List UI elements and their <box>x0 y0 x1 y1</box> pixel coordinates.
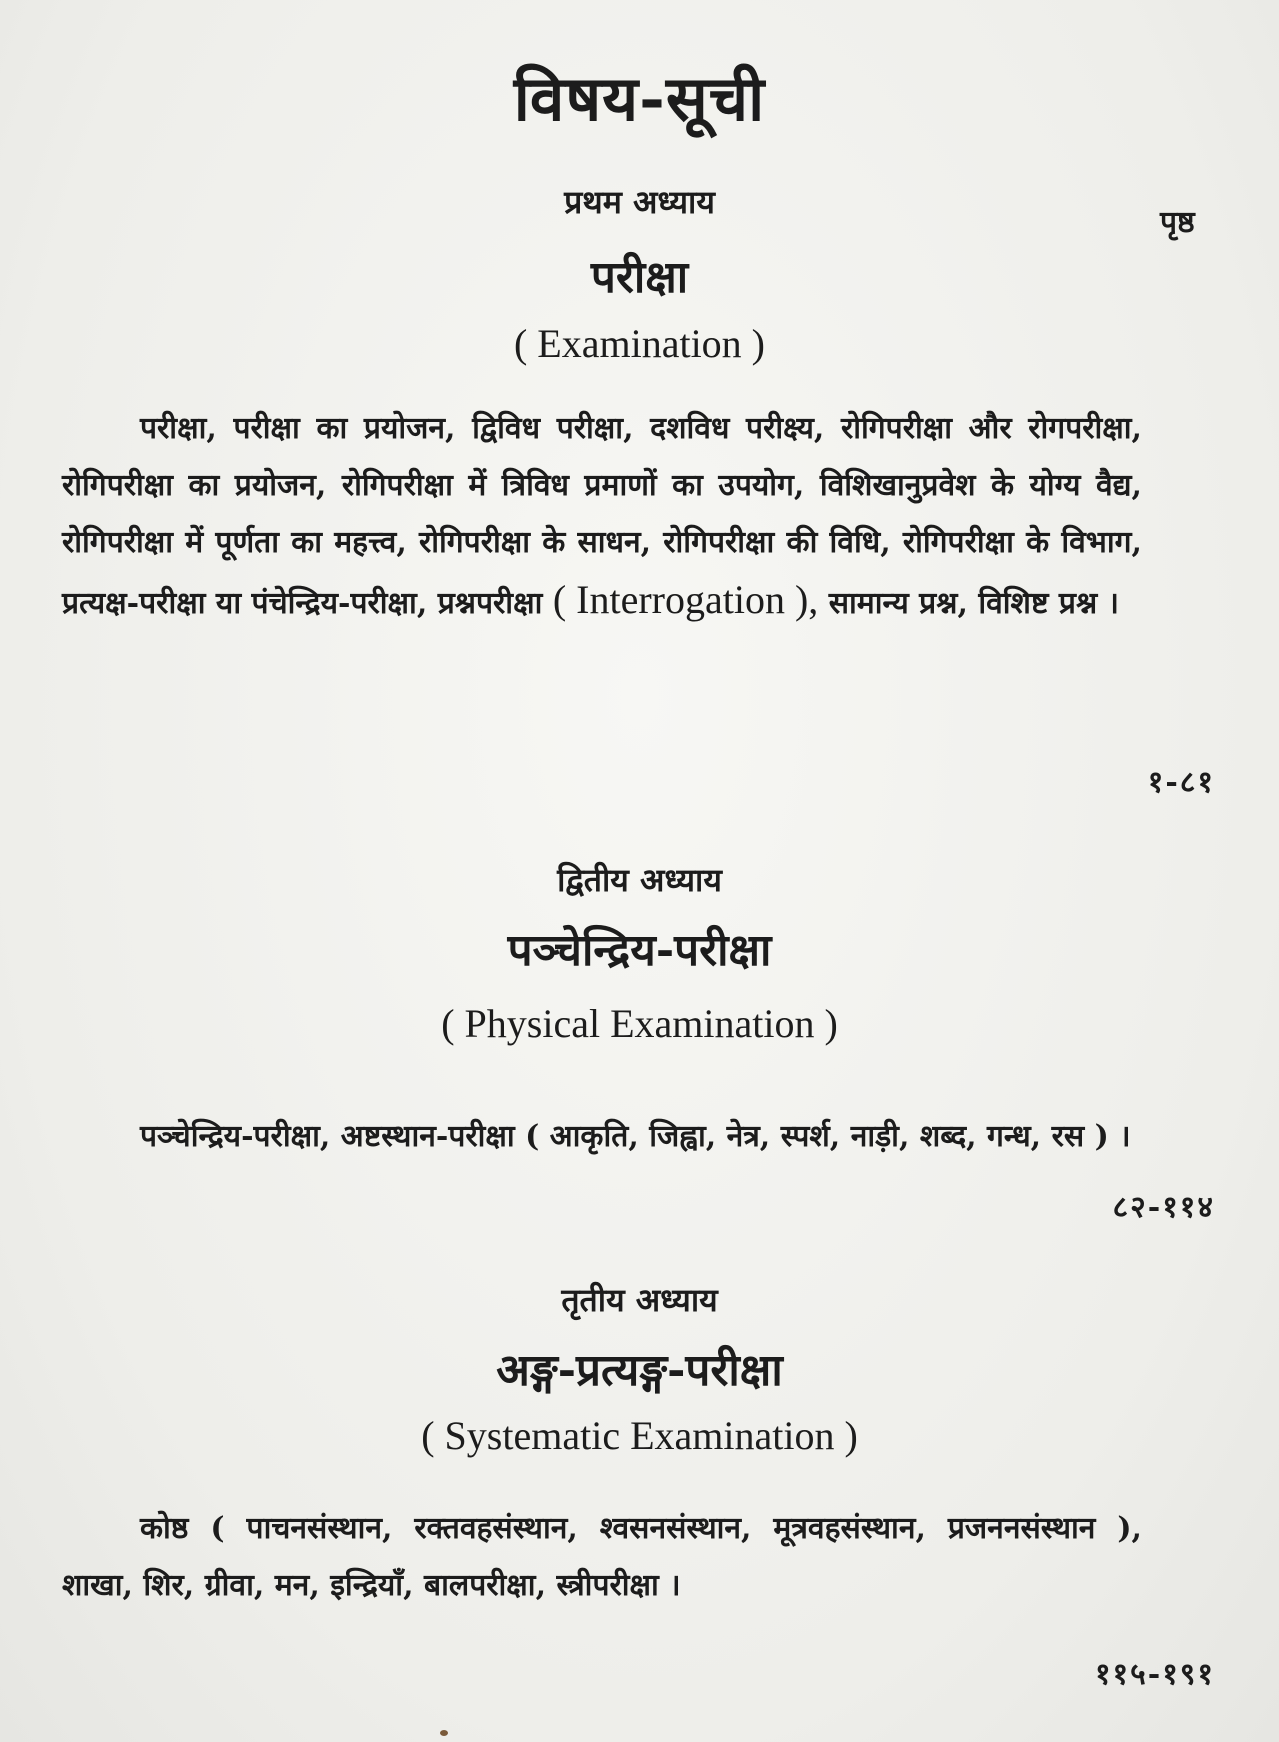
chapter-2-label: द्वितीय अध्याय <box>557 861 722 899</box>
chapter-1-label: प्रथम अध्याय <box>564 183 715 221</box>
chapter-3-description: कोष्ठ ( पाचनसंस्थान, रक्तवहसंस्थान, श्वसनसंस्थान, मूत्रवहसंस्थान, प्रजननसंस्थान ), शाखा, शिर, ग्रीवा, मन, इन्द्रियाँ, बालपरीक्षा, स्त्रीपरीक्षा । <box>62 1511 1142 1603</box>
chapter-1-english-title: ( Examination ) <box>513 321 766 366</box>
chapter-2-english-title: ( Physical Examination ) <box>441 1001 838 1046</box>
chapter-3-pages: ११५-१९१ <box>1094 1657 1215 1692</box>
chapter-1-description-english: ( Interrogation ), <box>552 577 819 622</box>
contents-title: विषय-सूची <box>513 62 766 135</box>
chapter-1-description-text: परीक्षा, परीक्षा का प्रयोजन, द्विविध परीक्षा, दशविध परीक्ष्य, रोगिपरीक्षा और रोगपरीक्षा, रोगिपरीक्षा का प्रयोजन, रोगिपरीक्षा में त्रिविध प्रमाणों का उपयोग, विशिखानुप्रवेश के योग्य वैद्य, रोगिपरीक्षा में पूर्णता का महत्त्व, रोगिपरीक्षा के साधन, रोगिपरीक्षा की विधि, रोगिपरीक्षा के विभाग, प्रत्यक्ष-परीक्षा या पंचेन्द्रिय-परीक्षा, प्रश्नपरीक्षा <box>62 411 1142 621</box>
chapter-2-title: पञ्चेन्द्रिय-परीक्षा <box>507 925 772 976</box>
chapter-3-english-title: ( Systematic Examination ) <box>421 1413 858 1458</box>
chapter-1-description-text-end: सामान्य प्रश्न, विशिष्ट प्रश्न । <box>828 586 1120 621</box>
chapter-3-label: तृतीय अध्याय <box>561 1281 718 1319</box>
chapter-2-description: पञ्चेन्द्रिय-परीक्षा, अष्टस्थान-परीक्षा ( आकृति, जिह्वा, नेत्र, स्पर्श, नाड़ी, शब्द, गन्ध, रस ) । <box>140 1119 1131 1154</box>
chapter-1-title: परीक्षा <box>590 252 689 303</box>
chapter-1-pages: १-८१ <box>1147 765 1215 800</box>
chapter-1-description <box>62 400 1142 632</box>
paper-speck <box>440 1730 448 1736</box>
chapter-3-title: अङ्ग-प्रत्यङ्ग-परीक्षा <box>496 1345 783 1396</box>
chapter-2-pages: ८२-११४ <box>1112 1190 1215 1225</box>
page-column-label: पृष्ठ <box>1160 205 1195 240</box>
